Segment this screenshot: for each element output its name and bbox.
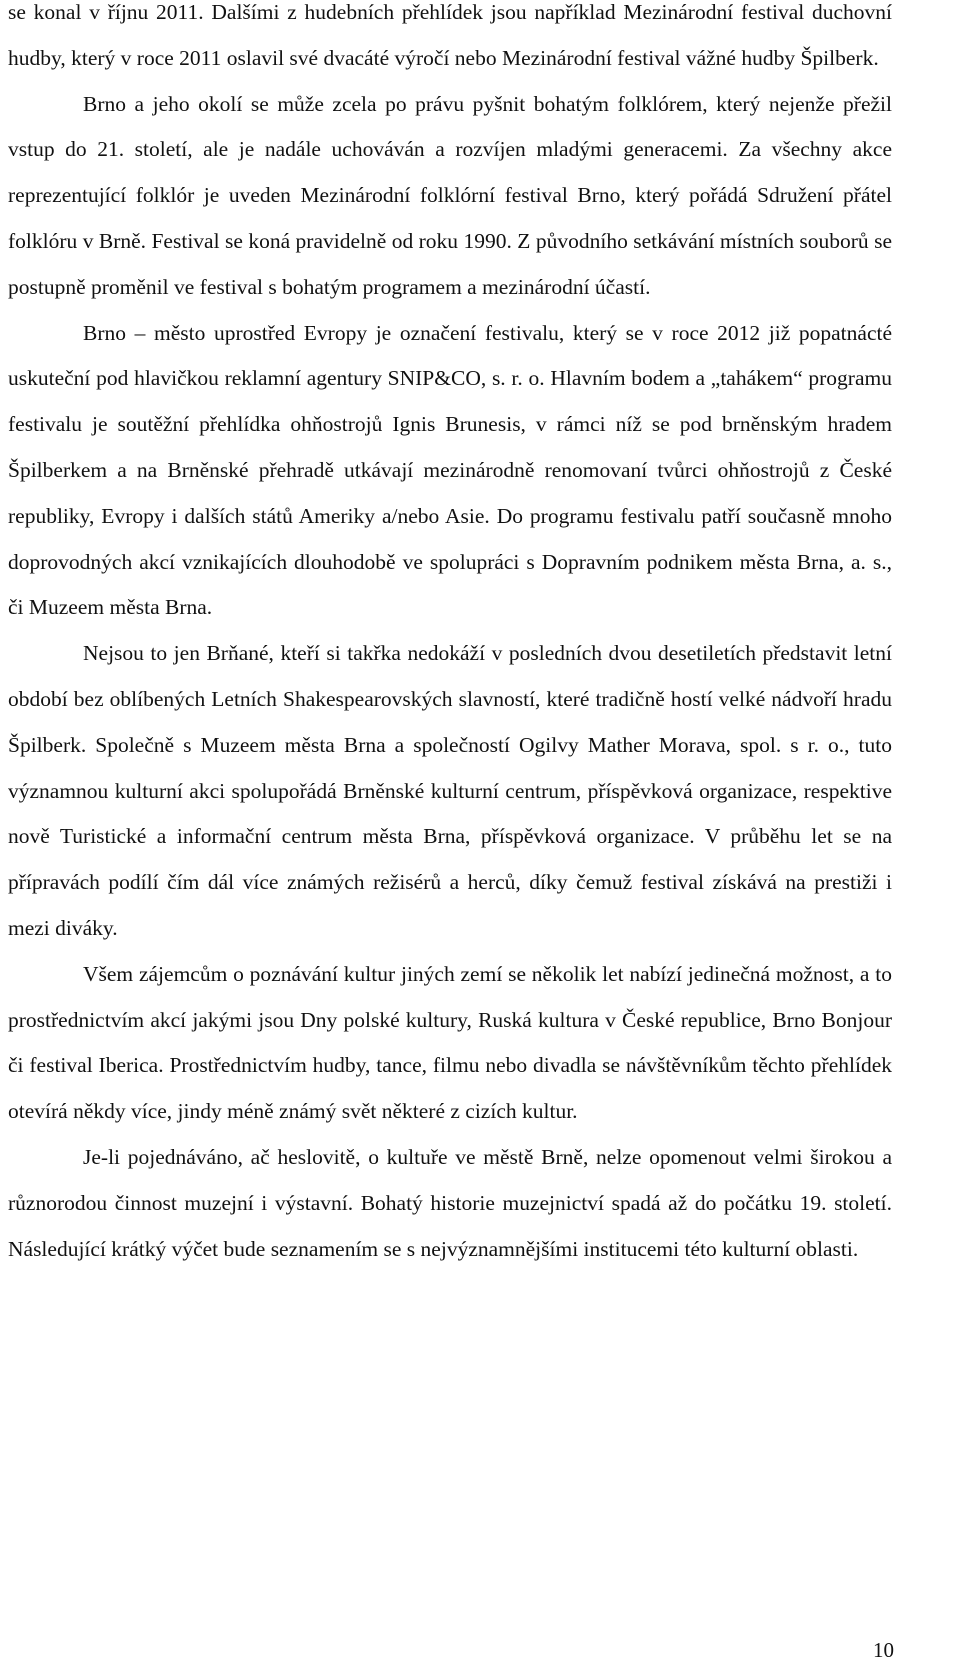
paragraph-shakespeare-festival: Nejsou to jen Brňané, kteří si takřka nedokáží v posledních dvou desetiletích představit letní období bez oblíbených Letních Shakespearovských slavností, které tradičně hostí velké nádvoří hradu Špilberk. Společně s Muzeem města Brna a společností Ogilvy Mather Morava, spol. s r. o., tuto významnou kulturní akci spolupořádá Brněnské kulturní centrum, příspěvková organizace, respektive nově Turistické a informační centrum města Brna, příspěvková organizace. V průběhu let se na přípravách podílí čím dál více známých režisérů a herců, díky čemuž festival získává na prestiži i mezi diváky. — [8, 641, 892, 940]
paragraph-folklore: Brno a jeho okolí se může zcela po právu pyšnit bohatým folklórem, který nejenže přežil vstup do 21. století, ale je nadále uchováván a rozvíjen mladými generacemi. Za všechny akce reprezentující folklór je uveden Mezinárodní folklórní festival Brno, který pořádá Sdružení přátel folklóru v Brně. Festival se koná pravidelně od roku 1990. Z původního setkávání místních souborů se postupně proměnil ve festival s bohatým programem a mezinárodní účastí. — [8, 91, 892, 299]
paragraph-music-festivals: se konal v říjnu 2011. Dalšími z hudebních přehlídek jsou například Mezinárodní festival duchovní hudby, který v roce 2011 oslavil své dvacáté výročí nebo Mezinárodní festival vážné hudby Špilberk. — [8, 0, 892, 70]
page-number: 10 — [873, 1638, 894, 1662]
paragraph-ignis-brunesis: Brno – město uprostřed Evropy je označení festivalu, který se v roce 2012 již popatnácté uskuteční pod hlavičkou reklamní agentury SNIP&CO, s. r. o. Hlavním bodem a „tahákem“ programu festivalu je soutěžní přehlídka ohňostrojů Ignis Brunesis, v rámci níž se pod brněnským hradem Špilberkem a na Brněnské přehradě utkávají mezinárodně renomovaní tvůrci ohňostrojů z České republiky, Evropy i dalších států Ameriky a/nebo Asie. Do programu festivalu patří současně mnoho doprovodných akcí vznikajících dlouhodobě ve spolupráci s Dopravním podnikem města Brna, a. s., či Muzeem města Brna. — [8, 320, 892, 620]
document-page — [8, 0, 892, 1272]
paragraph-foreign-cultures: Všem zájemcům o poznávání kultur jiných zemí se několik let nabízí jedinečná možnost, a to prostřednictvím akcí jakými jsou Dny polské kultury, Ruská kultura v České republice, Brno Bonjour či festival Iberica. Prostřednictvím hudby, tance, filmu nebo divadla se návštěvníkům těchto přehlídek otevírá někdy více, jindy méně známý svět některé z cizích kultur. — [8, 961, 892, 1124]
paragraph-museums: Je-li pojednáváno, ač heslovitě, o kultuře ve městě Brně, nelze opomenout velmi širokou a různorodou činnost muzejní i výstavní. Bohatý historie muzejnictví spadá až do počátku 19. století. Následující krátký výčet bude seznamením se s nejvýznamnějšími institucemi této kulturní oblasti. — [8, 1144, 892, 1261]
